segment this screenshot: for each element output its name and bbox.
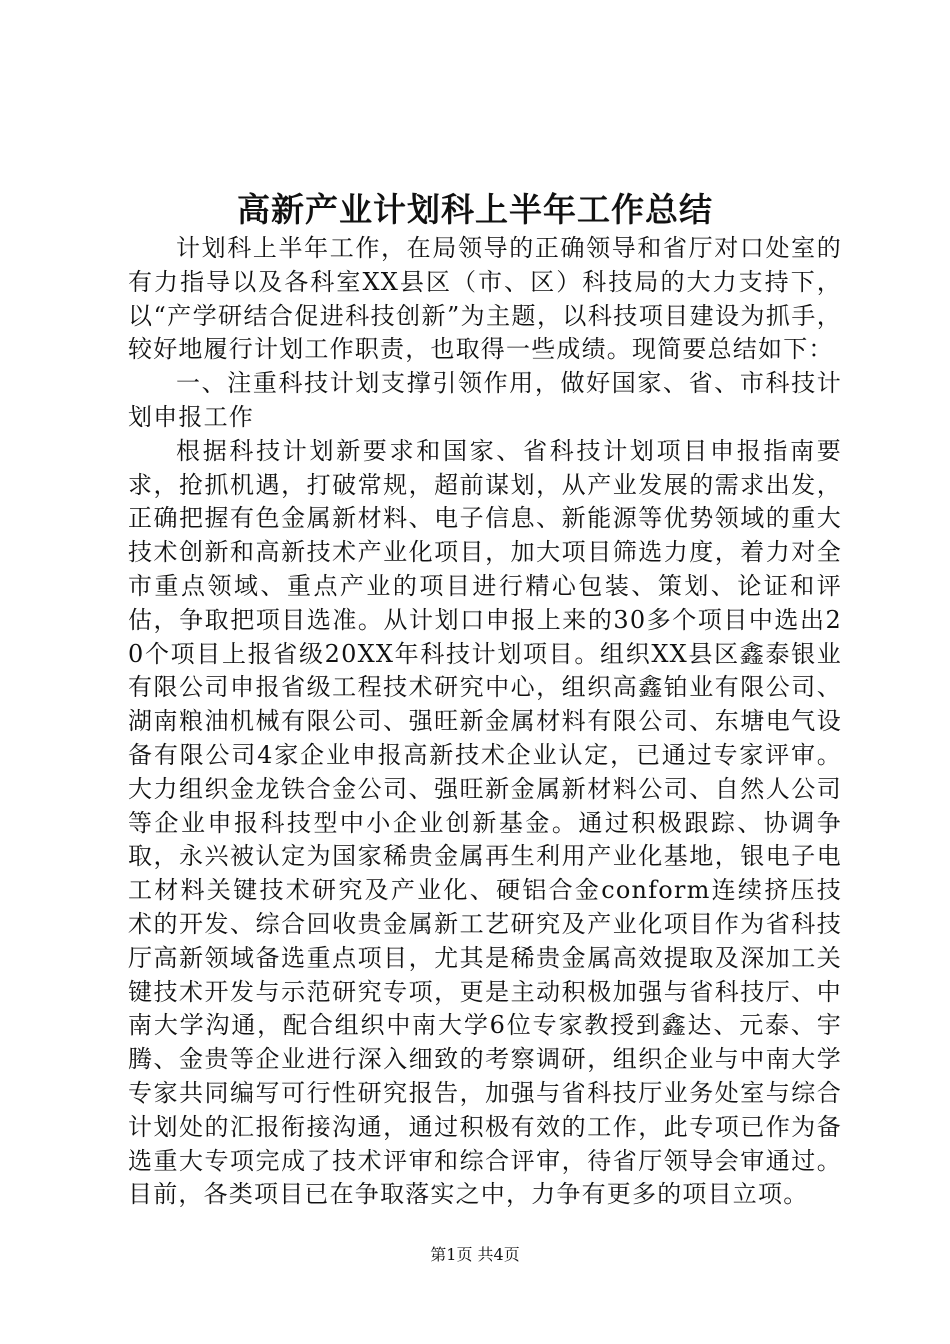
paragraph-intro: 计划科上半年工作，在局领导的正确领导和省厅对口处室的有力指导以及各科室XX县区（市、区）科技局的大力支持下，以“产学研结合促进科技创新”为主题，以科技项目建设为抓手，较好地履行计划工作职责，也取得一些成绩。现简要总结如下： [128,234,842,364]
document-body [128,232,842,1212]
document-title: 高新产业计划科上半年工作总结 [237,190,713,229]
section-heading-1: 一、注重科技计划支撑引领作用，做好国家、省、市科技计划申报工作 [128,369,842,431]
page-footer: 第1页 共4页 [430,1245,520,1264]
paragraph-section-1: 根据科技计划新要求和国家、省科技计划项目申报指南要求，抢抓机遇，打破常规，超前谋划，从产业发展的需求出发，正确把握有色金属新材料、电子信息、新能源等优势领域的重大技术创新和高新技术产业化项目，加大项目筛选力度，着力对全市重点领域、重点产业的项目进行精心包装、策划、论证和评估，争取把项目选准。从计划口申报上来的30多个项目中选出20个项目上报省级20XX年科技计划项目。组织XX县区鑫泰银业有限公司申报省级工程技术研究中心，组织高鑫铂业有限公司、湖南粮油机械有限公司、强旺新金属材料有限公司、东塘电气设备有限公司4家企业申报高新技术企业认定，已通过专家评审。大力组织金龙铁合金公司、强旺新金属新材料公司、自然人公司等企业申报科技型中小企业创新基金。通过积极跟踪、协调争取，永兴被认定为国家稀贵金属再生利用产业化基地，银电子电工材料关键技术研究及产业化、硬铝合金conform连续挤压技术的开发、综合回收贵金属新工艺研究及产业化项目作为省科技厅高新领域备选重点项目，尤其是稀贵金属高效提取及深加工关键技术开发与示范研究专项，更是主动积极加强与省科技厅、中南大学沟通，配合组织中南大学6位专家教授到鑫达、元泰、宇腾、金贵等企业进行深入细致的考察调研，组织企业与中南大学专家共同编写可行性研究报告，加强与省科技厅业务处室与综合计划处的汇报衔接沟通，通过积极有效的工作，此专项已作为备选重大专项完成了技术评审和综合评审，待省厅领导会审通过。目前，各类项目已在争取落实之中，力争有更多的项目立项。 [128,436,842,1209]
